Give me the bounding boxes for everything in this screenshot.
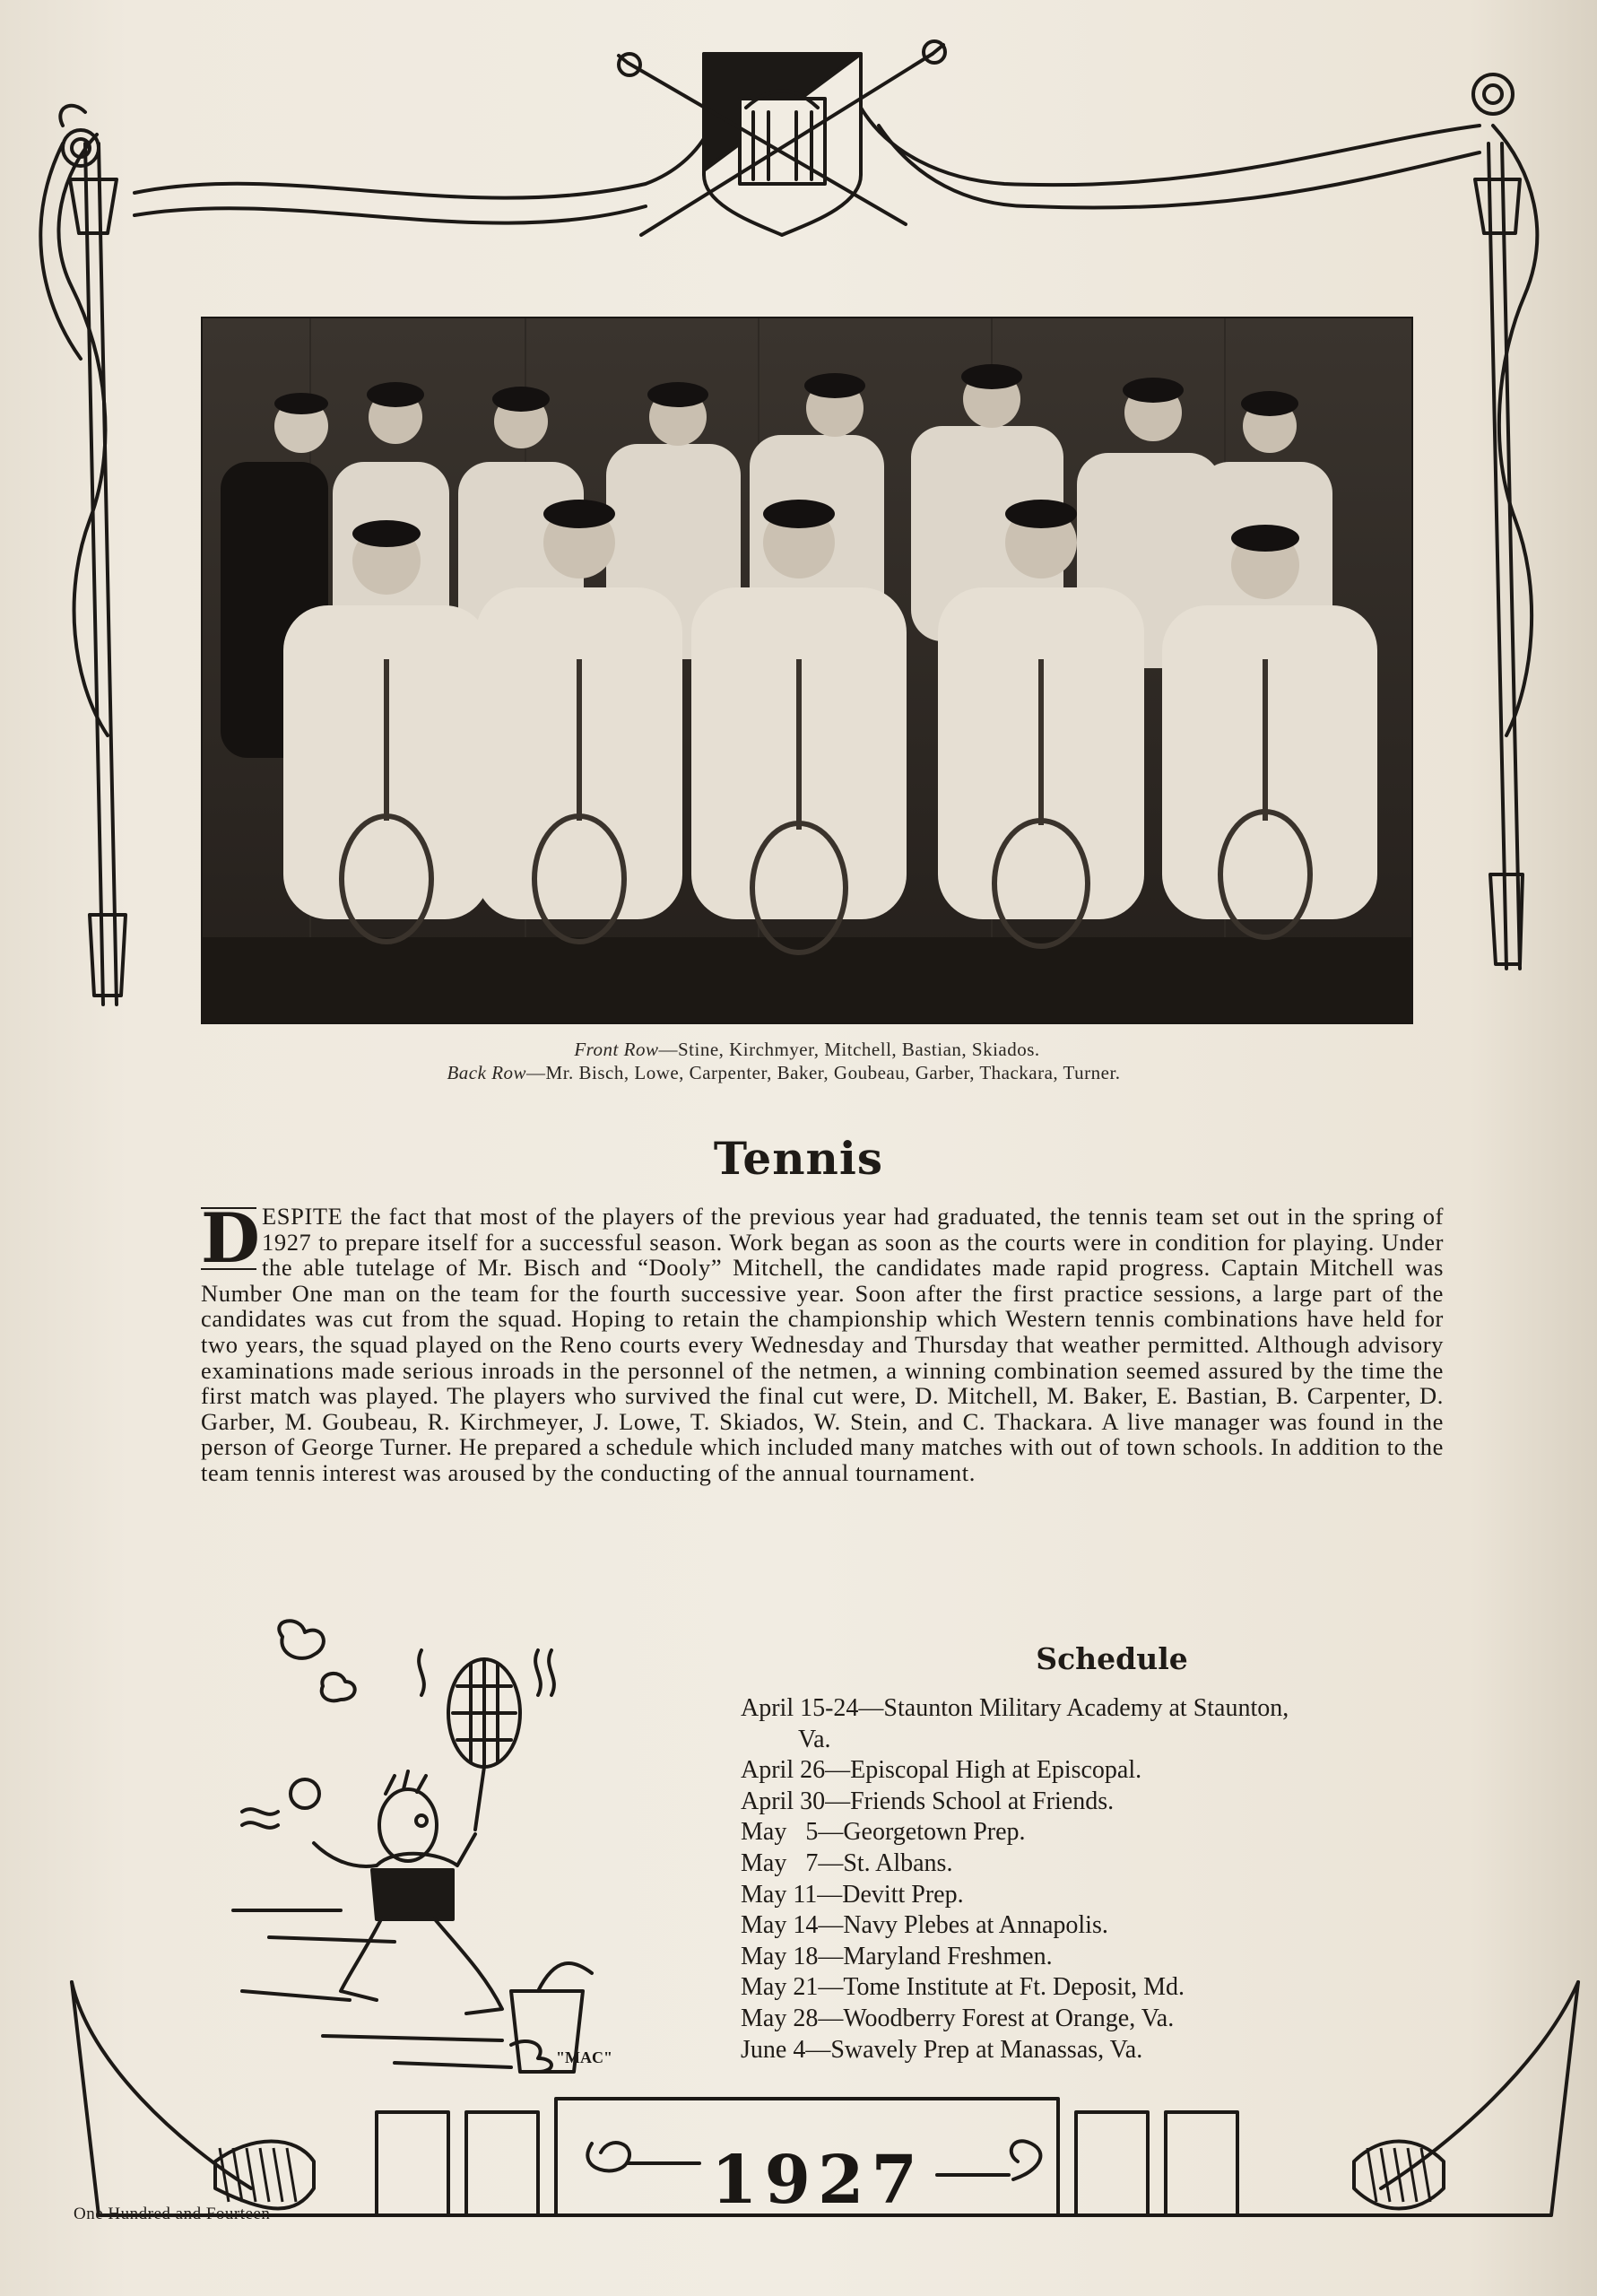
schedule-item <box>741 1942 1458 1973</box>
schedule-item <box>741 1755 1458 1787</box>
schedule-item-line: April 15-24—Staunton Military Academy at Staunton, <box>741 1694 1289 1722</box>
schedule-item-continuation: Va. <box>798 1725 831 1753</box>
schedule-item-line: June 4—Swavely Prep at Manassas, Va. <box>741 2035 1143 2064</box>
schedule-item <box>741 2035 1458 2066</box>
article-paragraph: ESPITE the fact that most of the players of the previous year had graduated, the tennis team set out in the spring of 1927 to prepare itself for a successful season. Work began as soon as the courts were in condition for playing. Under the able tutelage of Mr. Bisch and “Dooly” Mitchell, the candidates made rapid progress. Captain Mitchell was Number One man on the team for the fourth successive year. Soon after the first practice sessions, a large part of the candidates was cut from the squad. Hoping to retain the championship which Western tennis combinations have held for two years, the squad played on the Reno courts every Wednesday and Thursday that weather permitted. Although advisory examinations made serious inroads in the personnel of the netmen, a winning combination seemed assured by the time the first match was played. The players who survived the final cut were, D. Mitchell, M. Baker, E. Bastian, B. Carpenter, D. Garber, M. Goubeau, R. Kirchmeyer, J. Lowe, T. Skiados, W. Stein, and C. Thackara. A live manager was found in the person of George Turner. He prepared a schedule which included many matches with out of town schools. In addition to the team tennis interest was aroused by the conducting of the annual tournament. <box>201 1203 1444 1486</box>
schedule-list <box>741 1693 1458 2066</box>
schedule-item-line: May 14—Navy Plebes at Annapolis. <box>741 1911 1108 1940</box>
schedule-item <box>741 1880 1458 1911</box>
drop-cap: D <box>201 1198 260 1278</box>
article-title: Tennis <box>713 1132 884 1185</box>
schedule-item-line: April 30—Friends School at Friends. <box>741 1787 1115 1815</box>
schedule-item-line: May 5—Georgetown Prep. <box>741 1818 1026 1847</box>
schedule-item-line: May 7—St. Albans. <box>741 1848 953 1877</box>
schedule-item <box>741 2004 1458 2035</box>
schedule-item <box>741 1848 1458 1880</box>
caption-front-names: —Stine, Kirchmyer, Mitchell, Bastian, Skiados. <box>658 1039 1040 1060</box>
schedule-item-line: May 21—Tome Institute at Ft. Deposit, Md. <box>741 1973 1185 2002</box>
schedule-item <box>741 1787 1458 1818</box>
cartoon-signature: "MAC" <box>556 2048 612 2066</box>
schedule-item <box>741 1693 1458 1755</box>
schedule-item <box>741 1910 1458 1942</box>
caption-front-label: Front Row <box>574 1039 659 1060</box>
schedule-item-line: May 18—Maryland Freshmen. <box>741 1942 1053 1970</box>
article-body <box>201 1198 1444 1486</box>
photo-caption-front-row <box>203 1039 1411 1061</box>
schedule-item-line: April 26—Episcopal High at Episcopal. <box>741 1756 1142 1785</box>
year-banner: 1927 <box>711 2142 924 2219</box>
photo-caption-back-row <box>179 1062 1388 1084</box>
caption-back-label: Back Row <box>447 1062 527 1083</box>
schedule-item <box>741 1972 1458 2004</box>
schedule-title: Schedule <box>1036 1641 1188 1676</box>
schedule-item-line: May 11—Devitt Prep. <box>741 1880 964 1909</box>
schedule-item-line: May 28—Woodberry Forest at Orange, Va. <box>741 2004 1175 2032</box>
team-photograph <box>203 318 1411 1022</box>
caption-back-names: —Mr. Bisch, Lowe, Carpenter, Baker, Goubeau, Garber, Thackara, Turner. <box>526 1062 1121 1083</box>
schedule-item <box>741 1817 1458 1848</box>
tennis-cartoon-illustration <box>215 1614 646 2081</box>
page-number-label: One Hundred and Fourteen <box>74 2205 271 2223</box>
